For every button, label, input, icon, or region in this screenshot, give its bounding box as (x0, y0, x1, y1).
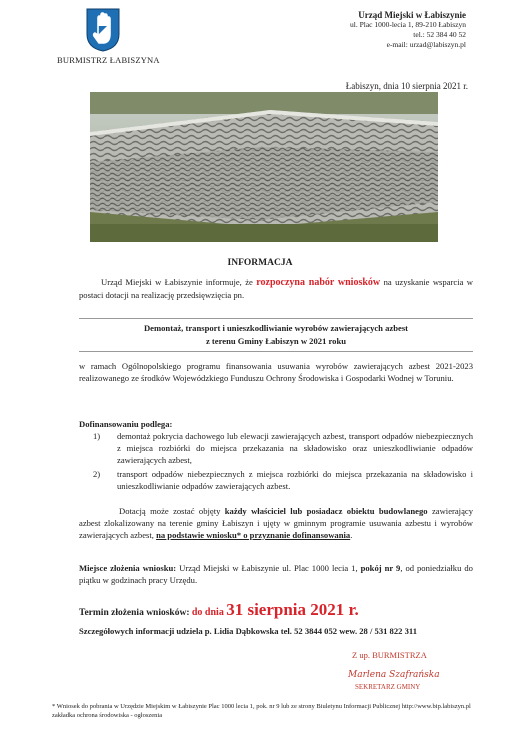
eligibility-bold: każdy właściciel lub posiadacz obiektu budowlanego (224, 506, 428, 516)
deadline-line (79, 600, 359, 620)
office-address: ul. Plac 1000-lecia 1, 89-210 Łabiszyn (349, 20, 466, 29)
list-item (79, 468, 473, 492)
eligibility-paragraph (79, 505, 473, 541)
list-item-number: 2) (93, 469, 101, 479)
asbestos-roof-sheets-photo (90, 92, 438, 242)
page-title: INFORMACJA (227, 258, 293, 268)
submission-room: pokój nr 9 (360, 563, 401, 573)
signature-role: SEKRETARZ GMINY (355, 683, 421, 691)
eligibility-underlined: na podstawie wniosku* o przyznanie dofinansowania (156, 530, 351, 540)
submission-paragraph (79, 562, 473, 586)
funding-list (79, 430, 473, 492)
submission-rest: , od poniedziałku do piątku w godzinach pracy Urzędu. (79, 563, 473, 585)
funding-heading: Dofinansowaniu podlega: (79, 419, 173, 429)
list-item-number: 1) (93, 431, 101, 441)
list-item-text: demontaż pokrycia dachowego lub elewacji zawierających azbest, transport odpadów niebezpiecznych z miejsca rozbiórki do miejsca przekazania na składowisko oraz unieszkodliwianie odpadów zawierających azbest, (117, 431, 473, 465)
project-title-line2: z terenu Gminy Łabiszyn w 2021 roku (205, 336, 347, 346)
office-phone: tel.: 52 384 40 52 (413, 30, 466, 39)
office-header (350, 10, 466, 50)
intro-text: Urząd Miejski w Łabiszynie informuje, że (101, 277, 253, 287)
eligibility-text-2: zawierający azbest zlokalizowany na terenie gminy Łabiszyn i ujęty w gminnym programie usuwania azbestu i wyrobów zawierających azbest, (79, 506, 473, 540)
deadline-prefix: do dnia (191, 607, 224, 618)
office-email: e-mail: urzad@labiszyn.pl (386, 40, 466, 49)
signature-stamp-line1: Z up. BURMISTRZA (352, 650, 427, 660)
document-date: Łabiszyn, dnia 10 sierpnia 2021 r. (345, 81, 468, 91)
submission-label: Miejsce złożenia wniosku: (79, 563, 177, 573)
funding-section (79, 418, 473, 492)
intro-text-end: na uzyskanie wsparcia w postaci dotacji na realizację przedsięwzięcia pn. (79, 277, 474, 300)
list-item (79, 430, 473, 466)
intro-paragraph (79, 276, 473, 301)
intro-highlight: rozpoczyna nabór wniosków (256, 277, 381, 288)
program-paragraph: w ramach Ogólnopolskiego programu finansowania usuwania wyrobów zawierających azbest 2021-2023 realizowanego ze środków Wojewódzkiego Funduszu Ochrony Środowiska i Gospodarki Wodnej w Toruniu. (79, 361, 473, 383)
office-name: Urząd Miejski w Łabiszynie (358, 10, 466, 20)
municipal-crest-hand-icon (86, 8, 120, 52)
org-name: BURMISTRZ ŁABISZYNA (57, 55, 160, 65)
list-item-text: transport odpadów niebezpiecznych z miejsca rozbiórki do miejsca przekazania na składowisko i unieszkodliwianie odpadów zawierających azbest. (117, 469, 473, 491)
deadline-date: 31 sierpnia 2021 r. (226, 600, 359, 619)
contact-line: Szczegółowych informacji udziela p. Lidia Dąbkowska tel. 52 3844 052 wew. 28 / 531 822 311 (79, 626, 418, 636)
eligibility-end: . (350, 530, 353, 540)
project-title-box (79, 318, 473, 352)
project-title-line1: Demontaż, transport i unieszkodliwianie wyrobów zawierających azbest (143, 323, 409, 333)
signature-name: Marlena Szafrańska (348, 670, 440, 680)
footnote: * Wniosek do pobrania w Urzędzie Miejskim w Łabiszynie Plac 1000 lecia 1, pok. nr 9 lub ze strony Biuletynu Informacji Publicznej http://www.bip.labiszyn.pl zakładka ochrona środowiska - ogłoszenia (52, 703, 471, 719)
submission-text: Urząd Miejski w Łabiszynie ul. Plac 1000 lecia 1, (179, 563, 358, 573)
eligibility-text: Dotacją może zostać objęty (119, 506, 221, 516)
deadline-label: Termin złożenia wniosków: (79, 608, 190, 618)
